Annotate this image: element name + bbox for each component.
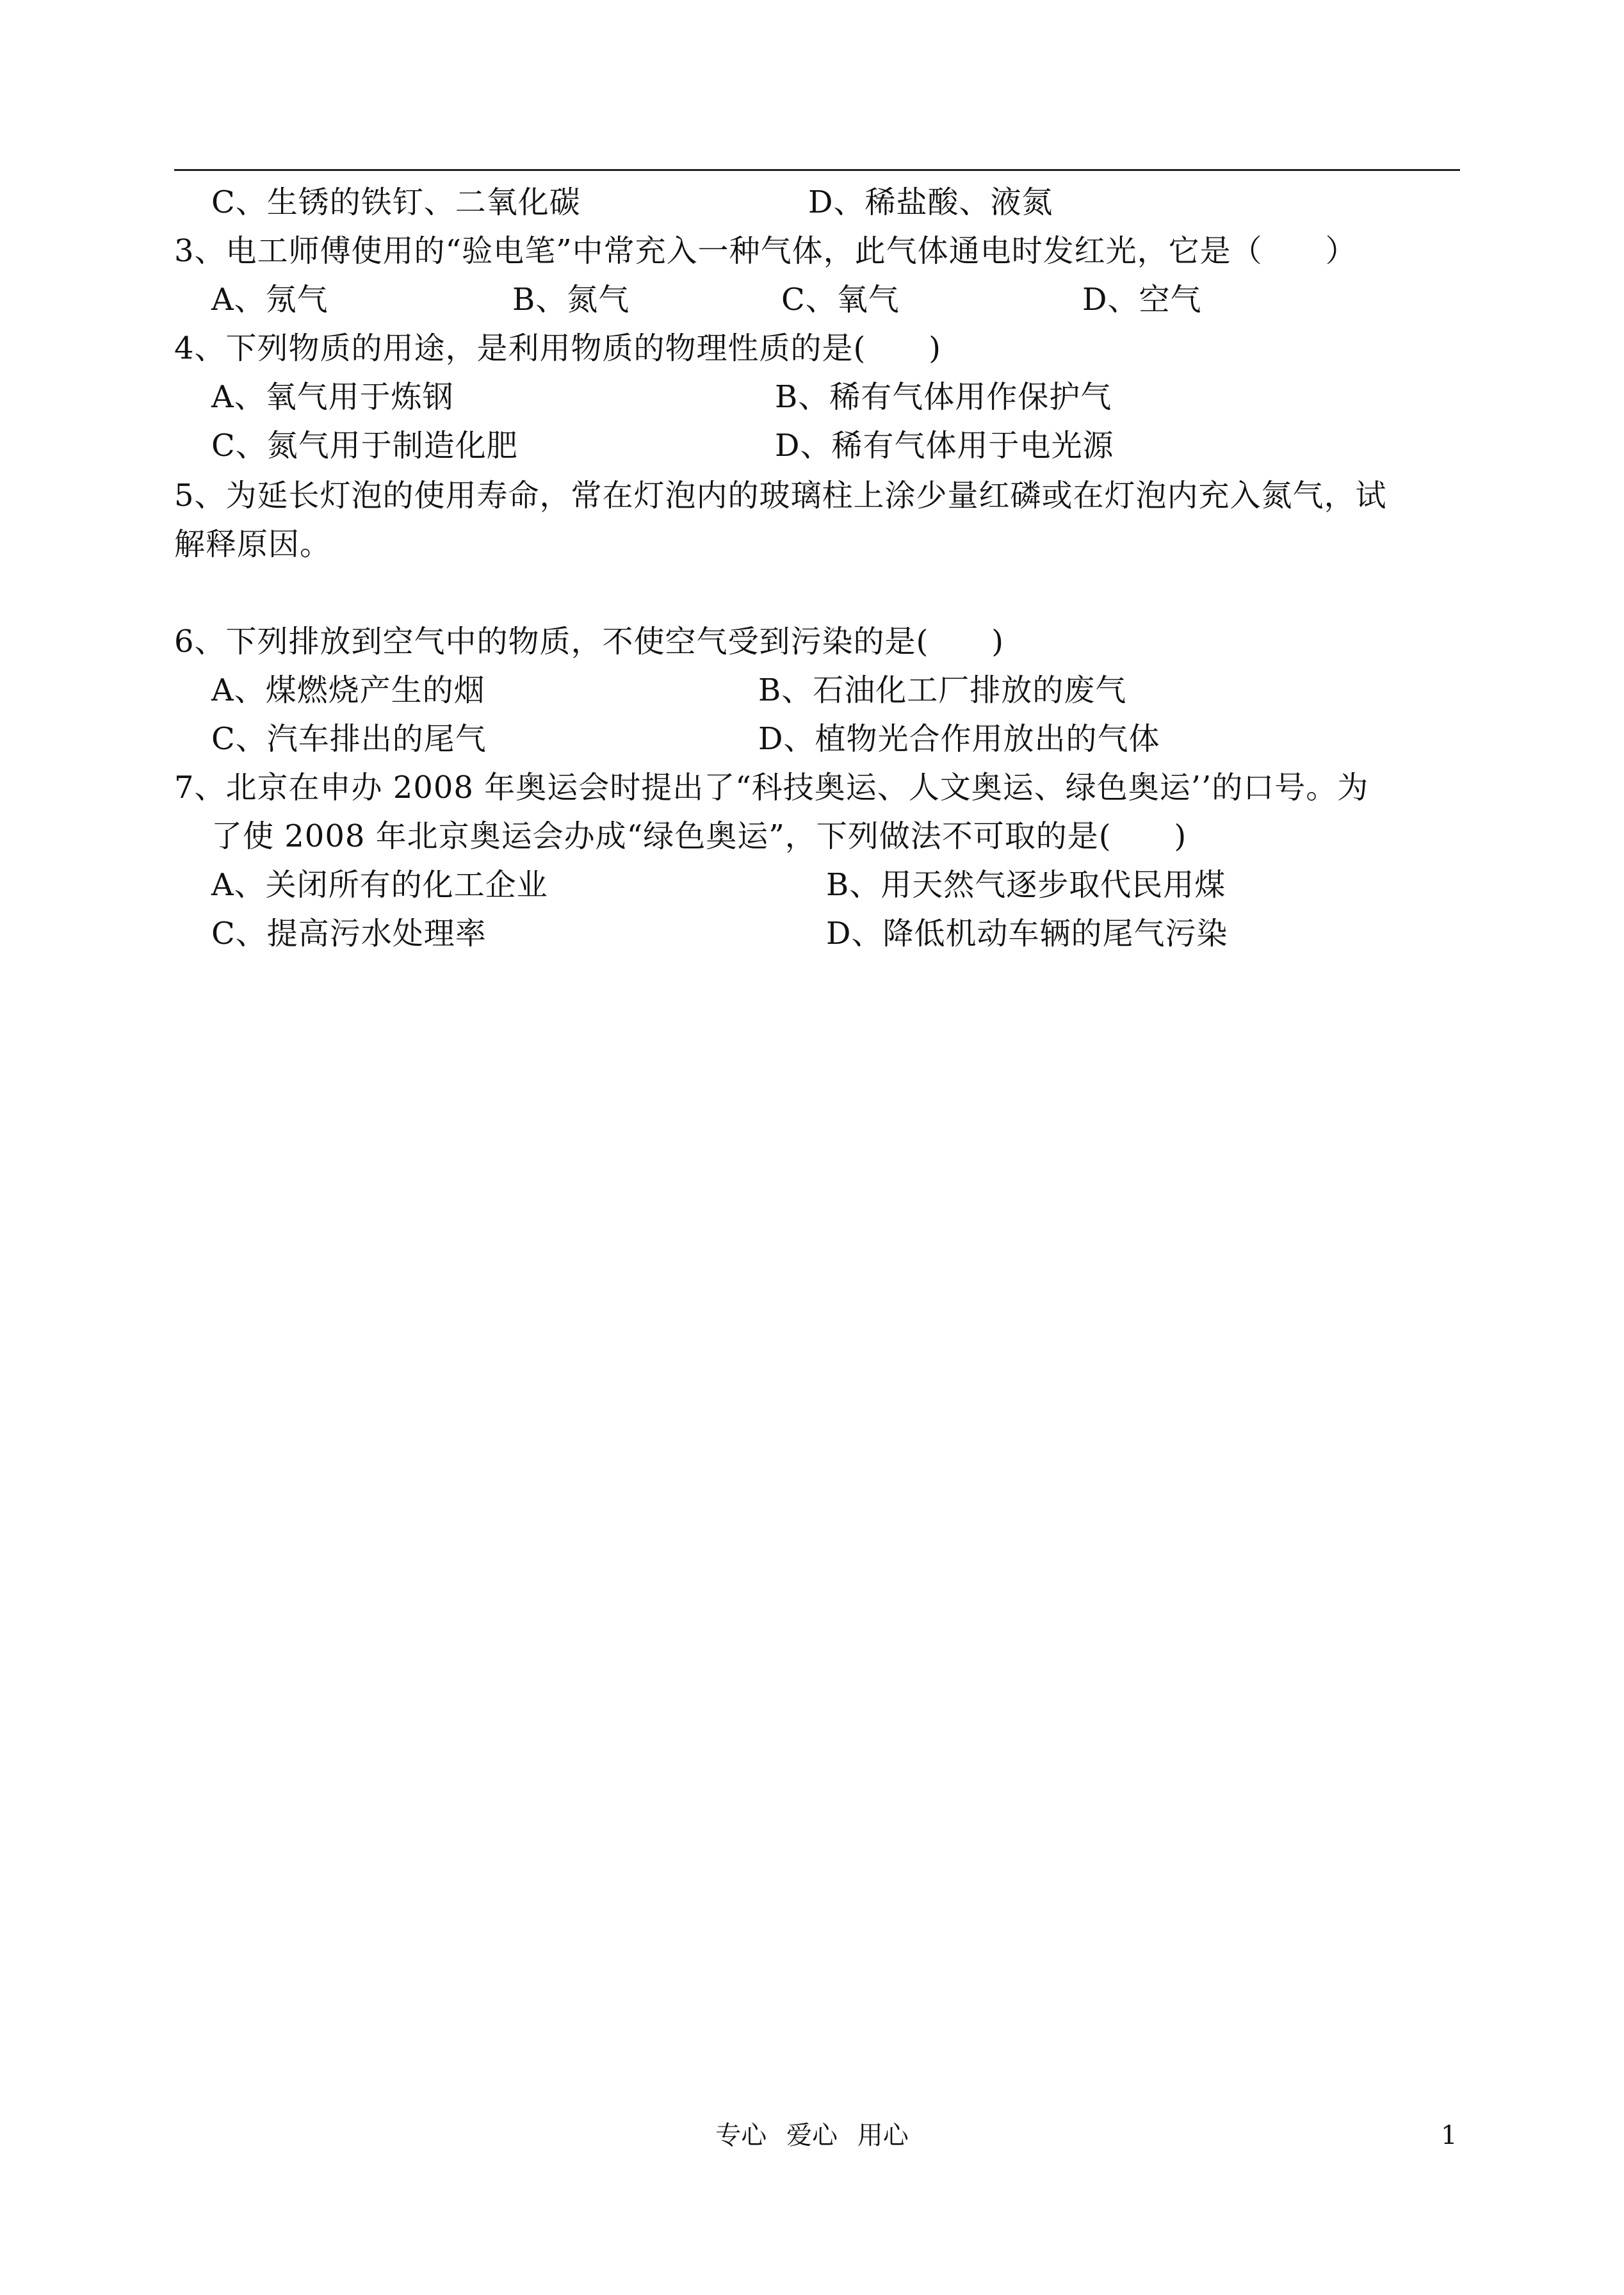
- q3-option-a: A、氖气: [211, 282, 329, 318]
- q7-option-a: A、关闭所有的化工企业: [211, 867, 548, 903]
- q5-stem-line1: 5、为延长灯泡的使用寿命，常在灯泡内的玻璃柱上涂少量红磷或在灯泡内充入氮气，试: [174, 478, 1387, 514]
- q3-option-c: C、氧气: [781, 282, 900, 318]
- page-number: 1: [1441, 2121, 1458, 2150]
- q7-stem-line1: 7、北京在申办 2008 年奥运会时提出了“科技奥运、人文奥运、绿色奥运’’的口号。为: [174, 770, 1369, 806]
- q6-option-a: A、煤燃烧产生的烟: [211, 672, 485, 708]
- q4-option-d: D、稀有气体用于电光源: [775, 428, 1114, 464]
- header-rule: [174, 169, 1460, 171]
- q6-option-d: D、植物光合作用放出的气体: [758, 721, 1160, 757]
- q3-stem: 3、电工师傅使用的“验电笔”中常充入一种气体，此气体通电时发红光，它是（ ）: [174, 233, 1357, 269]
- q4-option-b: B、稀有气体用作保护气: [775, 379, 1112, 415]
- q7-option-b: B、用天然气逐步取代民用煤: [826, 867, 1226, 903]
- q3-option-b: B、氮气: [512, 282, 630, 318]
- footer-motto: 专心 爱心 用心: [715, 2121, 909, 2150]
- q7-option-d: D、降低机动车辆的尾气污染: [826, 916, 1228, 952]
- q6-option-b: B、石油化工厂排放的废气: [758, 672, 1127, 708]
- q2-option-c: C、生锈的铁钉、二氧化碳: [211, 184, 581, 220]
- q7-stem-line2: 了使 2008 年北京奥运会办成“绿色奥运”，下列做法不可取的是( ): [211, 818, 1187, 854]
- q4-option-a: A、氧气用于炼钢: [211, 379, 454, 415]
- q7-option-c: C、提高污水处理率: [211, 916, 487, 952]
- q3-option-d: D、空气: [1082, 282, 1202, 318]
- q6-stem: 6、下列排放到空气中的物质，不使空气受到污染的是( ): [174, 624, 1004, 660]
- q2-option-d: D、稀盐酸、液氮: [808, 184, 1053, 220]
- q4-option-c: C、氮气用于制造化肥: [211, 428, 518, 464]
- q4-stem: 4、下列物质的用途，是利用物质的物理性质的是( ): [174, 330, 941, 366]
- q6-option-c: C、汽车排出的尾气: [211, 721, 487, 757]
- q5-stem-line2: 解释原因。: [174, 526, 332, 562]
